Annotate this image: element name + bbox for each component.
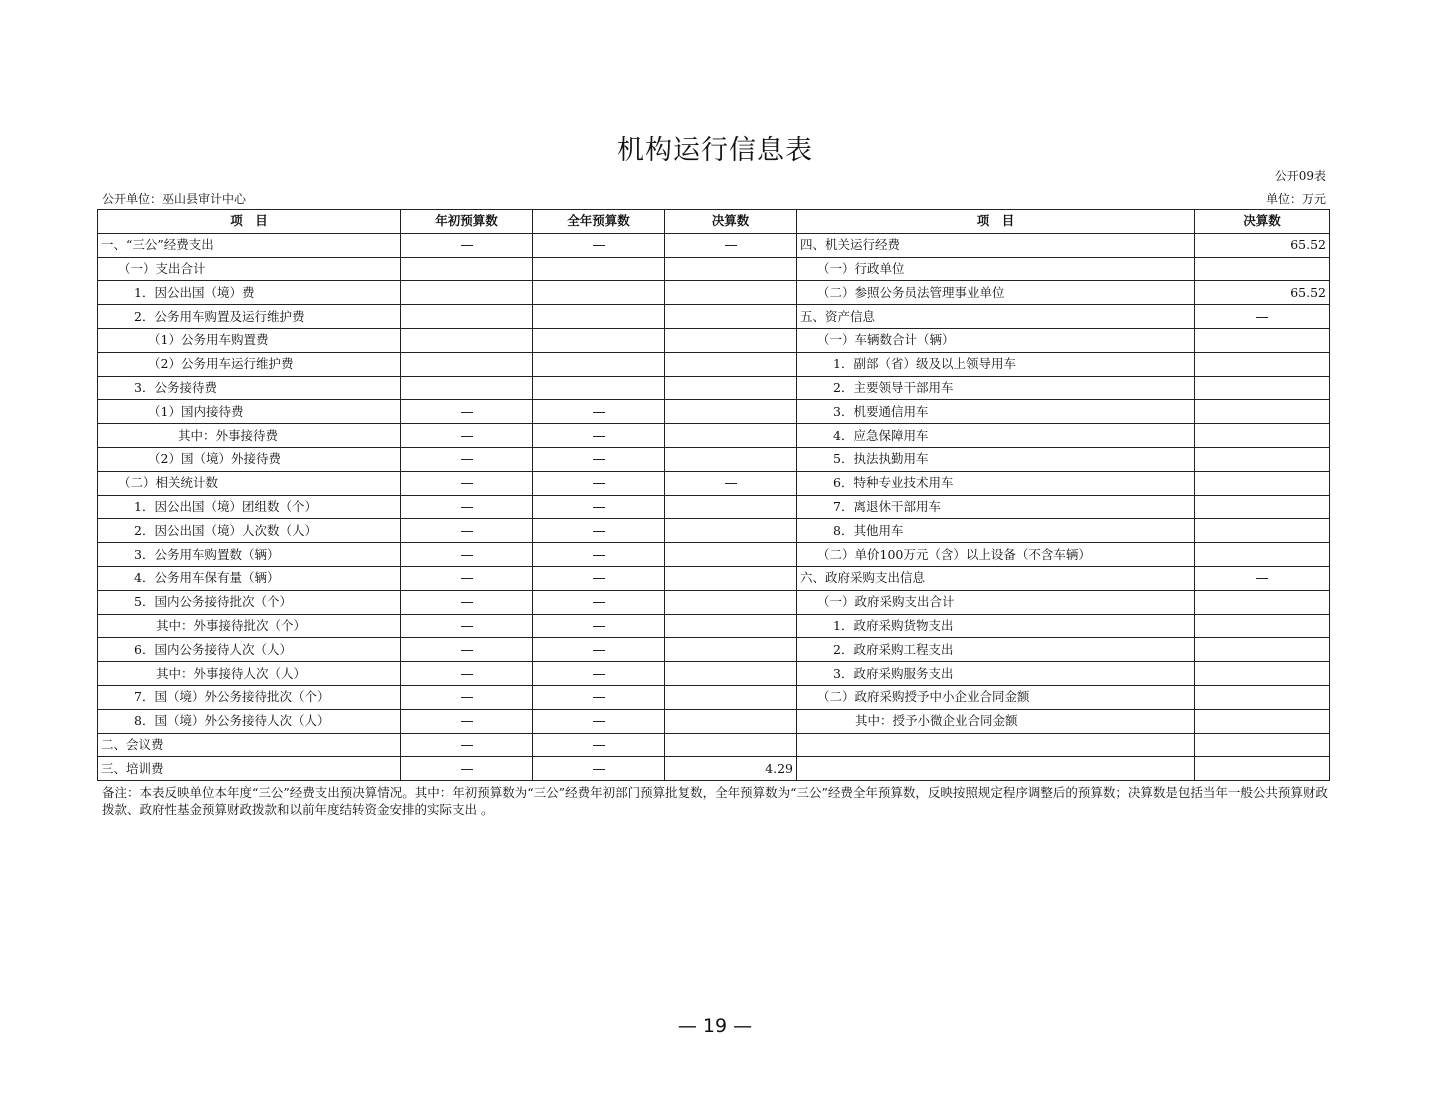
not-applicable-dash <box>461 245 473 246</box>
full-budget-cell <box>533 614 665 638</box>
right-final-cell <box>1195 257 1330 281</box>
left-item-cell: 其中：外事接待费 <box>98 424 401 448</box>
left-item-cell: 三、培训费 <box>98 757 401 781</box>
not-applicable-dash <box>593 697 605 698</box>
right-item-cell <box>797 757 1195 781</box>
right-item-cell: 其中：授予小微企业合同金额 <box>797 709 1195 733</box>
table-row <box>98 543 1330 567</box>
right-final-cell <box>1195 471 1330 495</box>
full-budget-cell <box>533 543 665 567</box>
table-row <box>98 685 1330 709</box>
not-applicable-dash <box>461 436 473 437</box>
header-right-item: 项 目 <box>797 210 1195 234</box>
full-budget-cell <box>533 352 665 376</box>
final-cell <box>665 543 797 567</box>
not-applicable-dash <box>725 483 737 484</box>
not-applicable-dash <box>593 555 605 556</box>
right-final-cell <box>1195 709 1330 733</box>
initial-budget-cell <box>401 495 533 519</box>
final-cell <box>665 281 797 305</box>
right-item-cell: 六、政府采购支出信息 <box>797 566 1195 590</box>
right-final-cell <box>1195 495 1330 519</box>
right-item-cell: （一）车辆数合计（辆） <box>797 328 1195 352</box>
right-final-cell <box>1195 614 1330 638</box>
not-applicable-dash <box>461 674 473 675</box>
table-row <box>98 424 1330 448</box>
table-header-row <box>98 210 1330 234</box>
table-row <box>98 638 1330 662</box>
table-row <box>98 614 1330 638</box>
full-budget-cell <box>533 376 665 400</box>
right-final-cell <box>1195 685 1330 709</box>
not-applicable-dash <box>1256 578 1268 579</box>
final-cell <box>665 519 797 543</box>
right-item-cell: （二）单价100万元（含）以上设备（不含车辆） <box>797 543 1195 567</box>
right-item-cell: 8．其他用车 <box>797 519 1195 543</box>
table-row <box>98 233 1330 257</box>
not-applicable-dash <box>461 626 473 627</box>
right-item-cell: 3．机要通信用车 <box>797 400 1195 424</box>
not-applicable-dash <box>461 769 473 770</box>
right-item-cell: 6．特种专业技术用车 <box>797 471 1195 495</box>
not-applicable-dash <box>461 412 473 413</box>
left-item-cell: （1）公务用车购置费 <box>98 328 401 352</box>
table-row <box>98 566 1330 590</box>
info-table <box>97 209 1330 781</box>
final-cell <box>665 328 797 352</box>
left-item-cell: 6．国内公务接待人次（人） <box>98 638 401 662</box>
table-row <box>98 590 1330 614</box>
right-final-cell <box>1195 566 1330 590</box>
right-final-cell <box>1195 424 1330 448</box>
not-applicable-dash <box>593 245 605 246</box>
right-item-cell: 1．政府采购货物支出 <box>797 614 1195 638</box>
table-row <box>98 495 1330 519</box>
final-cell <box>665 257 797 281</box>
right-item-cell: 五、资产信息 <box>797 305 1195 329</box>
final-cell <box>665 233 797 257</box>
right-final-cell <box>1195 376 1330 400</box>
not-applicable-dash <box>593 412 605 413</box>
initial-budget-cell <box>401 757 533 781</box>
final-cell <box>665 566 797 590</box>
initial-budget-cell <box>401 281 533 305</box>
final-cell <box>665 614 797 638</box>
full-budget-cell <box>533 233 665 257</box>
not-applicable-dash <box>461 578 473 579</box>
not-applicable-dash <box>1256 317 1268 318</box>
form-code: 公开09表 <box>1274 169 1326 183</box>
left-item-cell: 2．因公出国（境）人次数（人） <box>98 519 401 543</box>
not-applicable-dash <box>593 769 605 770</box>
full-budget-cell <box>533 257 665 281</box>
final-cell <box>665 471 797 495</box>
not-applicable-dash <box>593 745 605 746</box>
right-final-cell <box>1195 662 1330 686</box>
initial-budget-cell <box>401 257 533 281</box>
table-row <box>98 352 1330 376</box>
right-final-cell <box>1195 400 1330 424</box>
final-cell <box>665 733 797 757</box>
initial-budget-cell <box>401 471 533 495</box>
reporting-unit: 公开单位：巫山县审计中心 <box>102 192 247 206</box>
not-applicable-dash <box>461 483 473 484</box>
initial-budget-cell <box>401 590 533 614</box>
right-item-cell: 1．副部（省）级及以上领导用车 <box>797 352 1195 376</box>
full-budget-cell <box>533 281 665 305</box>
full-budget-cell <box>533 662 665 686</box>
left-item-cell: 其中：外事接待批次（个） <box>98 614 401 638</box>
initial-budget-cell <box>401 685 533 709</box>
table-row <box>98 471 1330 495</box>
right-item-cell: 7．离退休干部用车 <box>797 495 1195 519</box>
initial-budget-cell <box>401 376 533 400</box>
initial-budget-cell <box>401 709 533 733</box>
full-budget-cell <box>533 305 665 329</box>
table-row <box>98 757 1330 781</box>
left-item-cell: 3．公务用车购置数（辆） <box>98 543 401 567</box>
header-full-budget: 全年预算数 <box>533 210 665 234</box>
not-applicable-dash <box>461 531 473 532</box>
not-applicable-dash <box>593 602 605 603</box>
not-applicable-dash <box>593 483 605 484</box>
initial-budget-cell <box>401 424 533 448</box>
initial-budget-cell <box>401 233 533 257</box>
table-row <box>98 305 1330 329</box>
initial-budget-cell <box>401 519 533 543</box>
right-final-cell <box>1195 519 1330 543</box>
table-row <box>98 328 1330 352</box>
header-initial-budget: 年初预算数 <box>401 210 533 234</box>
full-budget-cell <box>533 733 665 757</box>
left-item-cell: 5．国内公务接待批次（个） <box>98 590 401 614</box>
right-final-cell <box>1195 447 1330 471</box>
right-item-cell: 3．政府采购服务支出 <box>797 662 1195 686</box>
left-item-cell: （2）国（境）外接待费 <box>98 447 401 471</box>
left-item-cell: （一）支出合计 <box>98 257 401 281</box>
right-item-cell <box>797 733 1195 757</box>
initial-budget-cell <box>401 543 533 567</box>
right-item-cell: 5．执法执勤用车 <box>797 447 1195 471</box>
full-budget-cell <box>533 685 665 709</box>
right-final-cell <box>1195 352 1330 376</box>
page-number: — 19 — <box>677 1015 753 1037</box>
left-item-cell: 2．公务用车购置及运行维护费 <box>98 305 401 329</box>
right-item-cell: 四、机关运行经费 <box>797 233 1195 257</box>
final-cell <box>665 590 797 614</box>
final-cell <box>665 447 797 471</box>
final-cell <box>665 495 797 519</box>
header-right-final: 决算数 <box>1195 210 1330 234</box>
initial-budget-cell <box>401 352 533 376</box>
not-applicable-dash <box>461 745 473 746</box>
header-final: 决算数 <box>665 210 797 234</box>
initial-budget-cell <box>401 305 533 329</box>
right-item-cell: （一）政府采购支出合计 <box>797 590 1195 614</box>
initial-budget-cell <box>401 400 533 424</box>
right-final-cell <box>1195 543 1330 567</box>
footnote: 备注：本表反映单位本年度“三公”经费支出预决算情况。其中：年初预算数为“三公”经费年初部门预算批复数，全年预算数为“三公”经费全年预算数，反映按照规定程序调整后的预算数；决算数是包括当年一般公共预算财政拨款、政府性基金预算财政拨款和以前年度结转资金安排的实际支出 。 <box>102 785 1328 817</box>
left-item-cell: 8．国（境）外公务接待人次（人） <box>98 709 401 733</box>
full-budget-cell <box>533 447 665 471</box>
right-final-cell <box>1195 638 1330 662</box>
full-budget-cell <box>533 424 665 448</box>
left-item-cell: 1．因公出国（境）费 <box>98 281 401 305</box>
not-applicable-dash <box>593 436 605 437</box>
left-item-cell: 一、“三公”经费支出 <box>98 233 401 257</box>
left-item-cell: （2）公务用车运行维护费 <box>98 352 401 376</box>
not-applicable-dash <box>593 459 605 460</box>
initial-budget-cell <box>401 614 533 638</box>
right-item-cell: （二）政府采购授予中小企业合同金额 <box>797 685 1195 709</box>
final-cell <box>665 352 797 376</box>
full-budget-cell <box>533 400 665 424</box>
full-budget-cell <box>533 590 665 614</box>
initial-budget-cell <box>401 733 533 757</box>
not-applicable-dash <box>461 697 473 698</box>
right-final-cell: 65.52 <box>1195 281 1330 305</box>
full-budget-cell <box>533 328 665 352</box>
not-applicable-dash <box>461 721 473 722</box>
full-budget-cell <box>533 519 665 543</box>
full-budget-cell <box>533 709 665 733</box>
table-row <box>98 447 1330 471</box>
full-budget-cell <box>533 471 665 495</box>
full-budget-cell <box>533 566 665 590</box>
initial-budget-cell <box>401 638 533 662</box>
right-final-cell <box>1195 757 1330 781</box>
final-cell: 4.29 <box>665 757 797 781</box>
right-item-cell: （二）参照公务员法管理事业单位 <box>797 281 1195 305</box>
final-cell <box>665 305 797 329</box>
left-item-cell: 1．因公出国（境）团组数（个） <box>98 495 401 519</box>
table-row <box>98 709 1330 733</box>
left-item-cell: 7．国（境）外公务接待批次（个） <box>98 685 401 709</box>
right-final-cell <box>1195 590 1330 614</box>
not-applicable-dash <box>725 245 737 246</box>
final-cell <box>665 638 797 662</box>
left-item-cell: 4．公务用车保有量（辆） <box>98 566 401 590</box>
final-cell <box>665 662 797 686</box>
right-item-cell: 2．主要领导干部用车 <box>797 376 1195 400</box>
not-applicable-dash <box>593 721 605 722</box>
table-row <box>98 662 1330 686</box>
final-cell <box>665 685 797 709</box>
table-row <box>98 519 1330 543</box>
initial-budget-cell <box>401 447 533 471</box>
header-left-item: 项 目 <box>98 210 401 234</box>
not-applicable-dash <box>461 507 473 508</box>
table-row <box>98 400 1330 424</box>
table-row <box>98 733 1330 757</box>
not-applicable-dash <box>461 602 473 603</box>
right-final-cell <box>1195 305 1330 329</box>
full-budget-cell <box>533 495 665 519</box>
right-final-cell <box>1195 733 1330 757</box>
left-item-cell: （二）相关统计数 <box>98 471 401 495</box>
final-cell <box>665 709 797 733</box>
table-row <box>98 376 1330 400</box>
left-item-cell: 3．公务接待费 <box>98 376 401 400</box>
initial-budget-cell <box>401 328 533 352</box>
left-item-cell: （1）国内接待费 <box>98 400 401 424</box>
not-applicable-dash <box>593 507 605 508</box>
right-item-cell: 2．政府采购工程支出 <box>797 638 1195 662</box>
page-title: 机构运行信息表 <box>617 135 813 166</box>
initial-budget-cell <box>401 662 533 686</box>
left-item-cell: 二、会议费 <box>98 733 401 757</box>
not-applicable-dash <box>593 531 605 532</box>
not-applicable-dash <box>461 555 473 556</box>
right-final-cell <box>1195 328 1330 352</box>
not-applicable-dash <box>593 626 605 627</box>
table-row <box>98 281 1330 305</box>
not-applicable-dash <box>461 459 473 460</box>
not-applicable-dash <box>593 578 605 579</box>
table-row <box>98 257 1330 281</box>
full-budget-cell <box>533 757 665 781</box>
left-item-cell: 其中：外事接待人次（人） <box>98 662 401 686</box>
not-applicable-dash <box>461 650 473 651</box>
full-budget-cell <box>533 638 665 662</box>
right-item-cell: 4．应急保障用车 <box>797 424 1195 448</box>
not-applicable-dash <box>593 650 605 651</box>
right-item-cell: （一）行政单位 <box>797 257 1195 281</box>
final-cell <box>665 376 797 400</box>
currency-unit: 单位：万元 <box>1265 192 1326 206</box>
final-cell <box>665 400 797 424</box>
right-final-cell: 65.52 <box>1195 233 1330 257</box>
final-cell <box>665 424 797 448</box>
initial-budget-cell <box>401 566 533 590</box>
not-applicable-dash <box>593 674 605 675</box>
